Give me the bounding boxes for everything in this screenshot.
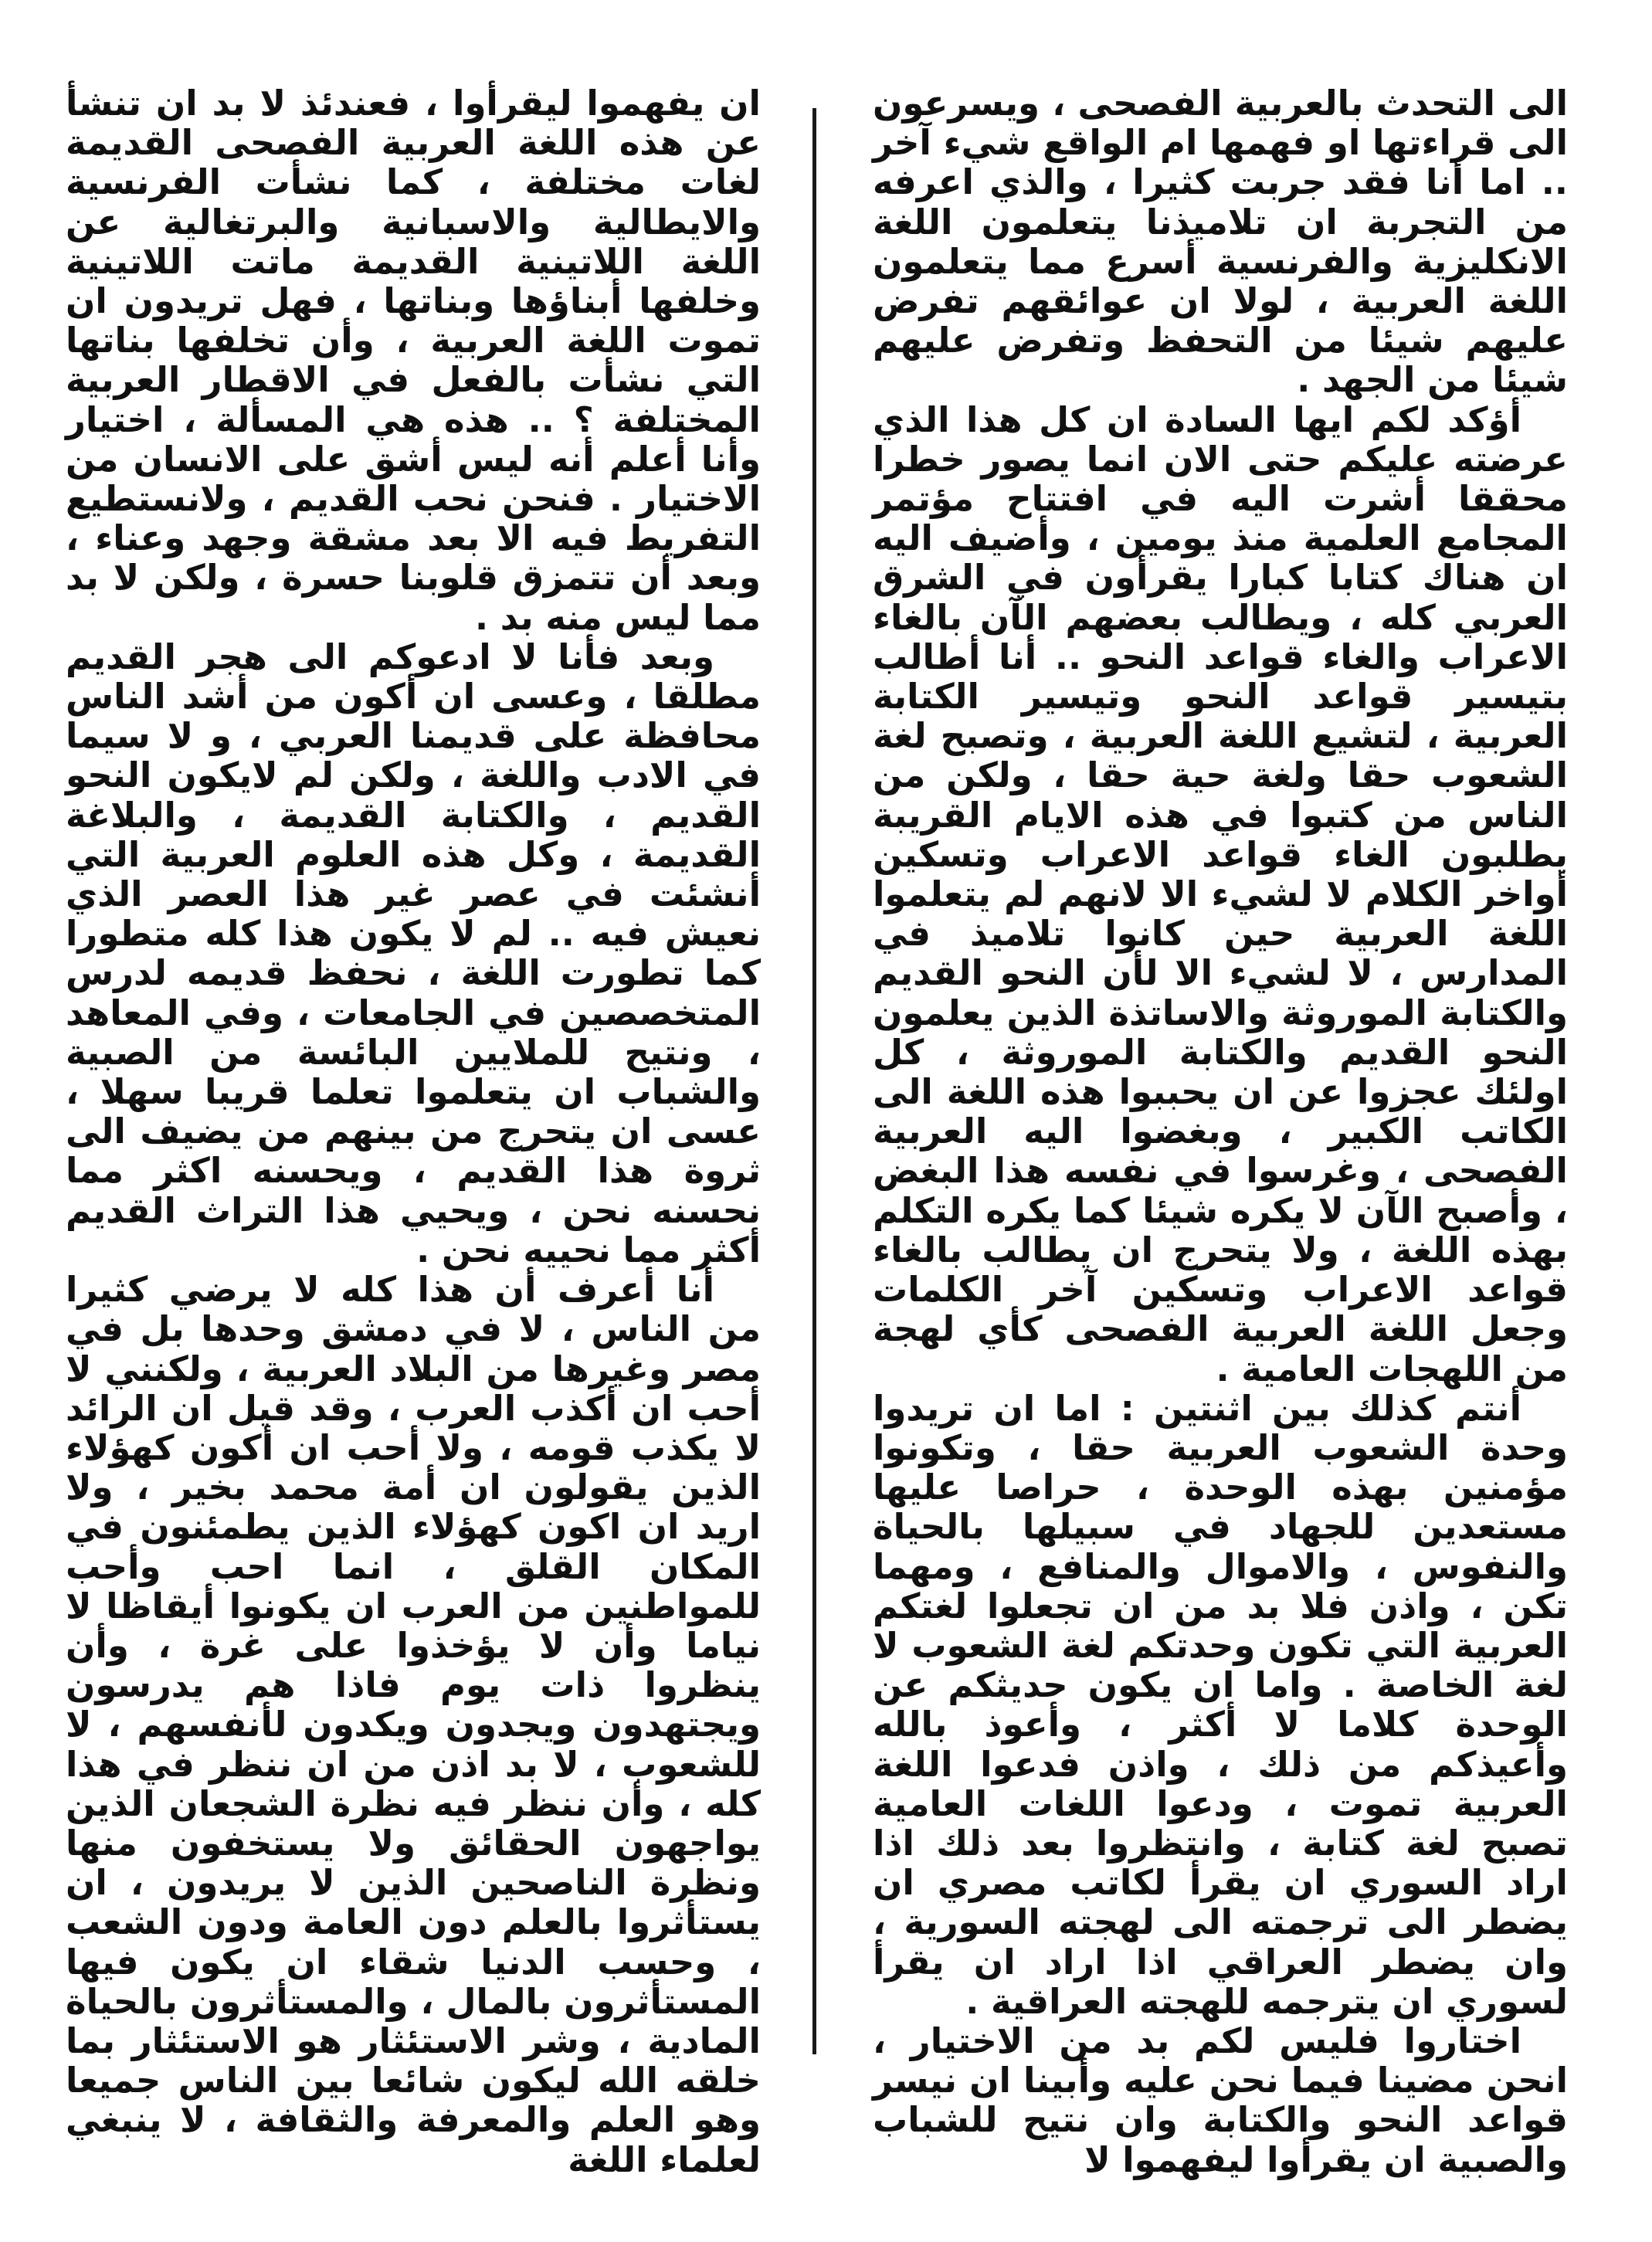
left-paragraph-1: ان يفهموا ليقرأوا ، فعندئذ لا بد ان تنشأ عن هذه اللغة العربية الفصحى القديمة لغات مختلفة ، كما نشأت الفرنسية والايطالية والاسبانية والبرتغالية عن اللغة اللاتينية القديمة ماتت اللاتينية وخلفها أبناؤها وبناتها ، فهل تريدون ان تموت اللغة العربية ، وأن تخلفها بناتها التي نشأت بالفعل في الاقطار العربية المختلفة ؟ .. هذه هي المسألة ، اختيار وأنا أعلم أنه ليس أشق على الانسان من الاختيار . فنحن نحب القديم ، ولانستطيع التفريط فيه الا بعد مشقة وجهد وعناء ، وبعد أن تتمزق قلوبنا حسرة ، ولكن لا بد مما ليس منه بد . bbox=[66, 83, 761, 638]
right-paragraph-4: اختاروا فليس لكم بد من الاختيار ، انحن مضينا فيما نحن عليه وأبينا ان نيسر قواعد النحو والكتابة وان نتيح للشباب والصبية ان يقرأوا ليفهموا لا bbox=[873, 2020, 1568, 2180]
left-paragraph-2: وبعد فأنا لا ادعوكم الى هجر القديم مطلقا ، وعسى ان أكون من أشد الناس محافظة على قديمنا العربي ، و لا سيما في الادب واللغة ، ولكن لم لايكون النحو القديم ، والكتابة القديمة ، والبلاغة القديمة ، وكل هذه العلوم العربية التي أنشئت في عصر غير هذا العصر الذي نعيش فيه .. لم لا يكون هذا كله متطورا كما تطورت اللغة ، نحفظ قديمه لدرس المتخصصين في الجامعات ، وفي المعاهد ، ونتيح للملايين البائسة من الصبية والشباب ان يتعلموا تعلما قريبا سهلا ، عسى ان يتحرج من بينهم من يضيف الى ثروة هذا القديم ، ويحسنه اكثر مما نحسنه نحن ، ويحيي هذا التراث القديم أكثر مما نحييه نحن . bbox=[66, 636, 761, 1270]
right-column bbox=[873, 83, 1568, 2179]
left-paragraph-3: أنا أعرف أن هذا كله لا يرضي كثيرا من الناس ، لا في دمشق وحدها بل في مصر وغيرها من البلاد العربية ، ولكنني لا أحب ان أكذب العرب ، وقد قيل ان الرائد لا يكذب قومه ، ولا أحب ان أكون كهؤلاء الذين يقولون ان أمة محمد بخير ، ولا اريد ان اكون كهؤلاء الذين يطمئنون في المكان القلق ، انما احب وأحب للمواطنين من العرب ان يكونوا أيقاظا لا نياما وأن لا يؤخذوا على غرة ، وأن ينظروا ذات يوم فاذا هم يدرسون ويجتهدون ويجدون ويكدون لأنفسهم ، لا للشعوب ، لا بد اذن من ان ننظر في هذا كله ، وأن ننظر فيه نظرة الشجعان الذين يواجهون الحقائق ولا يستخفون منها ونظرة الناصحين الذين لا يريدون ، ان يستأثروا بالعلم دون العامة ودون الشعب ، وحسب الدنيا شقاء ان يكون فيها المستأثرون بالمال ، والمستأثرون بالحياة المادية ، وشر الاستئثار هو الاستئثار بما خلقه الله ليكون شائعا بين الناس جميعا وهو العلم والمعرفة والثقافة ، لا ينبغي لعلماء اللغة bbox=[66, 1269, 761, 2180]
column-divider bbox=[812, 108, 816, 2054]
left-column bbox=[66, 83, 761, 2179]
right-paragraph-3: أنتم كذلك بين اثنتين : اما ان تريدوا وحدة الشعوب العربية حقا ، وتكونوا مؤمنين بهذه الوحدة ، حراصا عليها مستعدين للجهاد في سبيلها بالحياة والنفوس ، والاموال والمنافع ، ومهما تكن ، واذن فلا بد من ان تجعلوا لغتكم العربية التي تكون وحدتكم لغة الشعوب لا لغة الخاصة . واما ان يكون حديثكم عن الوحدة كلاما لا أكثر ، وأعوذ بالله وأعيذكم من ذلك ، واذن فدعوا اللغة العربية تموت ، ودعوا اللغات العامية تصبح لغة كتابة ، وانتظروا بعد ذلك اذا اراد السوري ان يقرأ لكاتب مصري ان يضطر الى ترجمته الى لهجته السورية ، وان يضطر العراقي اذا اراد ان يقرأ لسوري ان يترجمه للهجته العراقية . bbox=[873, 1387, 1568, 2022]
right-paragraph-1: الى التحدث بالعربية الفصحى ، ويسرعون الى قراءتها او فهمها ام الواقع شيء آخر .. اما أنا فقد جربت كثيرا ، والذي اعرفه من التجربة ان تلاميذنا يتعلمون اللغة الانكليزية والفرنسية أسرع مما يتعلمون اللغة العربية ، لولا ان عوائقهم تفرض عليهم شيئا من التحفظ وتفرض عليهم شيئا من الجهد . bbox=[873, 83, 1568, 401]
right-paragraph-2: أؤكد لكم ايها السادة ان كل هذا الذي عرضته عليكم حتى الان انما يصور خطرا محققا أشرت اليه في افتتاح مؤتمر المجامع العلمية منذ يومين ، وأضيف اليه ان هناك كتابا كبارا يقرأون في الشرق العربي كله ، ويطالب بعضهم الآن بالغاء الاعراب والغاء قواعد النحو .. أنا أطالب بتيسير قواعد النحو وتيسير الكتابة العربية ، لتشيع اللغة العربية ، وتصبح لغة الشعوب حقا ولغة حية حقا ، ولكن من الناس من كتبوا في هذه الايام القريبة يطلبون الغاء قواعد الاعراب وتسكين أواخر الكلام لا لشيء الا لانهم لم يتعلموا اللغة العربية حين كانوا تلاميذ في المدارس ، لا لشيء الا لأن النحو القديم والكتابة الموروثة والاساتذة الذين يعلمون النحو القديم والكتابة الموروثة ، كل اولئك عجزوا عن ان يحببوا هذه اللغة الى الكاتب الكبير ، وبغضوا اليه العربية الفصحى ، وغرسوا في نفسه هذا البغض ، وأصبح الآن لا يكره شيئا كما يكره التكلم بهذه اللغة ، ولا يتحرج ان يطالب بالغاء قواعد الاعراب وتسكين آخر الكلمات وجعل اللغة العربية الفصحى كأي لهجة من اللهجات العامية . bbox=[873, 399, 1568, 1389]
